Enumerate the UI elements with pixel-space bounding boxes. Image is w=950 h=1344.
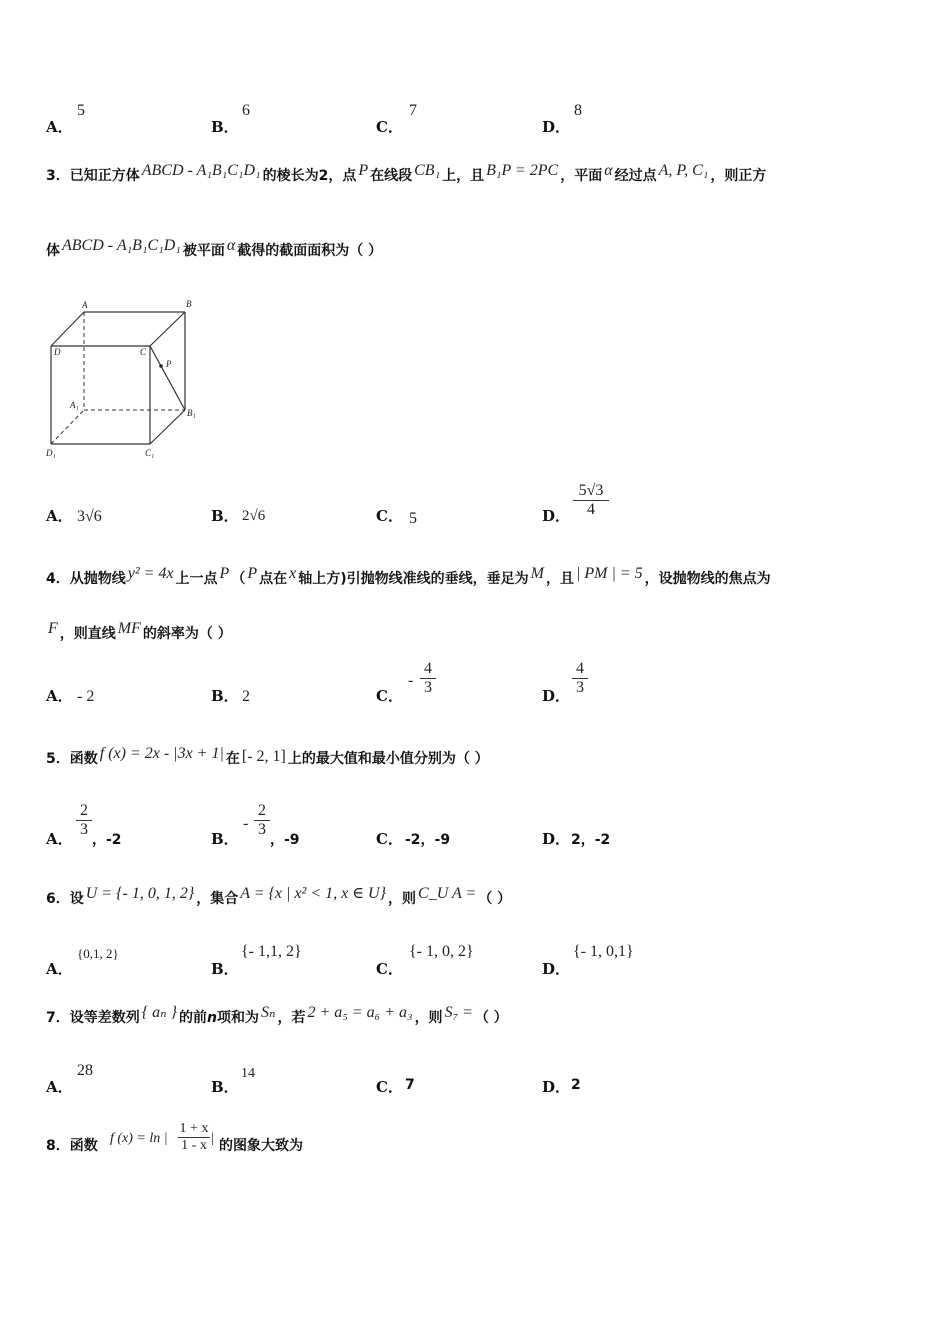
q4-option-d-numerator: 4	[576, 660, 584, 677]
q6-option-a-value: {0,1, 2}	[77, 946, 119, 961]
q2-option-b-label: B．	[211, 118, 239, 136]
q2-option-c-value: 7	[409, 102, 417, 119]
label-c1: C₁	[145, 448, 155, 458]
q4-option-c-numerator: 4	[424, 660, 432, 677]
stem-text: 的前	[179, 1010, 208, 1026]
stem-math: CB₁	[414, 162, 441, 179]
cube-edge-cb	[150, 312, 185, 346]
stem-math: M	[530, 565, 544, 582]
q7-option-b-value: 14	[241, 1066, 255, 1081]
q8-prefix: 8．函数	[46, 1138, 98, 1154]
stem-text: ，若	[277, 1010, 306, 1026]
stem-math: MF	[117, 620, 141, 637]
stem-math: F	[48, 620, 58, 637]
q3-stem-line1	[46, 162, 767, 185]
q7-option-a-value: 28	[77, 1062, 93, 1079]
stem-text: （ ）	[478, 891, 512, 907]
q7-option-a-label: A．	[46, 1078, 73, 1096]
stem-math: α	[226, 237, 236, 254]
q6-option-d-label: D．	[542, 960, 571, 978]
q5-option-a-label: A．	[46, 830, 73, 848]
stem-text: 轴上方)引抛物线准线的垂线，垂足为	[298, 571, 529, 587]
label-p: P	[166, 359, 172, 369]
q3-option-d-fraction	[573, 482, 609, 519]
q5-option-b-numerator: 2	[258, 802, 266, 819]
q8-abs-bar: |	[211, 1131, 214, 1146]
q6-option-a-label: A．	[46, 960, 73, 978]
q5-stem-line1	[46, 745, 489, 768]
q7-option-d-value: 2	[571, 1077, 581, 1093]
q5-option-b-fraction	[254, 802, 270, 839]
q3-option-d-numerator: 5√3	[578, 482, 604, 499]
stem-text: 项和为	[217, 1010, 259, 1026]
q5-option-d-label: D．	[542, 830, 571, 848]
stem-text: 5．函数	[46, 751, 98, 767]
segment-cb1	[150, 346, 185, 410]
cube-edge-c1b1	[150, 410, 185, 444]
label-a1: A₁	[70, 400, 79, 410]
stem-math: [- 2, 1]	[241, 748, 286, 765]
stem-math: P	[247, 565, 258, 582]
q5-option-b-label: B．	[211, 830, 239, 848]
q8-denominator: 1 - x	[178, 1137, 210, 1154]
stem-text: 在线段	[370, 168, 413, 184]
q7-stem-line1	[46, 1004, 508, 1027]
stem-text: 体	[46, 243, 60, 259]
q4-option-c-denominator: 3	[420, 678, 436, 697]
q3-option-c-label: C．	[376, 507, 403, 525]
q4-stem-line1	[46, 565, 771, 588]
stem-text: ，则	[414, 1010, 443, 1026]
label-b1: B₁	[187, 408, 196, 418]
stem-math: 2 + a₅ = a₆ + a₃	[307, 1004, 413, 1021]
stem-text: （ ）	[474, 1010, 508, 1026]
q3-stem-line2	[46, 237, 383, 260]
q4-stem-line2	[46, 620, 232, 643]
stem-text: 4．从抛物线	[46, 571, 126, 587]
q3-option-a-label: A．	[46, 507, 73, 525]
stem-math: S₇ =	[444, 1004, 473, 1021]
q6-option-b-value: {- 1,1, 2}	[241, 943, 302, 960]
q3-option-a-value: 3√6	[77, 508, 102, 525]
q5-option-a-fraction	[76, 802, 92, 839]
q2-option-a-label: A．	[46, 118, 73, 136]
stem-math: A = {x | x² < 1, x ∈ U}	[240, 885, 387, 902]
label-d1: D₁	[46, 448, 56, 458]
stem-text: ，设抛物线的焦点为	[644, 571, 771, 587]
q3-option-b-value: 2√6	[242, 508, 266, 524]
stem-text: 7．设等差数列	[46, 1010, 140, 1026]
q2-option-c-label: C．	[376, 118, 403, 136]
cube-hidden-edge-d1a1	[51, 410, 84, 444]
q8-function-lhs: f (x) = ln |	[110, 1131, 168, 1146]
q4-option-d-label: D．	[542, 687, 571, 705]
q6-option-c-label: C．	[376, 960, 403, 978]
stem-math: Sₙ	[261, 1004, 276, 1021]
stem-math: α	[604, 162, 613, 179]
q5-option-a-rest: ，-2	[92, 832, 122, 848]
stem-text: 点在	[259, 571, 288, 587]
q4-option-a-label: A．	[46, 687, 73, 705]
q6-option-c-value: {- 1, 0, 2}	[409, 943, 474, 960]
point-p	[159, 364, 163, 368]
q8-fraction	[178, 1121, 210, 1154]
stem-math: U = {- 1, 0, 1, 2}	[85, 885, 195, 902]
q4-option-b-label: B．	[211, 687, 239, 705]
stem-math: { aₙ }	[141, 1004, 178, 1021]
stem-text: 上一点	[175, 571, 218, 587]
q8-suffix: 的图象大致为	[219, 1138, 303, 1154]
stem-math: ABCD - A₁B₁C₁D₁	[141, 162, 261, 179]
q4-option-d-denominator: 3	[572, 678, 588, 697]
q5-option-a-denominator: 3	[76, 820, 92, 839]
q5-option-a-numerator: 2	[80, 802, 88, 819]
q5-option-c-label: C．	[376, 830, 403, 848]
q4-option-c-sign: -	[408, 672, 414, 689]
stem-text: ，则	[388, 891, 417, 907]
q4-option-a-value: - 2	[77, 688, 95, 705]
q5-option-b-denominator: 3	[254, 820, 270, 839]
stem-text: 的斜率为（ ）	[142, 626, 232, 642]
stem-text: 3．已知正方体	[46, 168, 140, 184]
stem-text: 6．设	[46, 891, 84, 907]
stem-text: 在	[225, 751, 240, 767]
q7-option-c-value: 7	[405, 1077, 415, 1093]
q7-option-c-label: C．	[376, 1078, 403, 1096]
stem-math: A, P, C₁	[658, 162, 709, 179]
stem-math: C_U A =	[418, 885, 477, 902]
stem-text: （	[231, 571, 246, 587]
stem-text: 上的最大值和最小值分别为（ ）	[287, 751, 489, 767]
q2-option-a-value: 5	[77, 102, 85, 119]
stem-math: P	[219, 565, 230, 582]
q6-option-b-label: B．	[211, 960, 239, 978]
q6-option-d-value: {- 1, 0,1}	[573, 943, 634, 960]
stem-math: P	[358, 162, 369, 179]
q3-option-b-label: B．	[211, 507, 239, 525]
stem-math: y² = 4x	[127, 565, 174, 582]
q4-option-d-fraction	[572, 660, 588, 697]
q3-option-c-value: 5	[409, 510, 417, 527]
label-d: D	[54, 347, 61, 357]
stem-text: 经过点	[614, 168, 657, 184]
stem-text: 截得的截面面积为（ ）	[237, 243, 383, 259]
stem-math: B₁P = 2PC	[486, 162, 559, 179]
q8-numerator: 1 + x	[179, 1121, 209, 1136]
label-c: C	[140, 347, 147, 357]
stem-text: ，且	[545, 571, 574, 587]
stem-math: f (x) = 2x - |3x + 1|	[99, 745, 224, 762]
stem-math: x	[289, 565, 297, 582]
q3-option-d-label: D．	[542, 507, 571, 525]
q4-option-c-label: C．	[376, 687, 403, 705]
q3-option-d-denominator: 4	[573, 500, 609, 519]
q2-option-b-value: 6	[242, 102, 250, 119]
stem-text: 上，且	[442, 168, 485, 184]
cube-edge-da	[51, 312, 84, 346]
q7-option-b-label: B．	[211, 1078, 239, 1096]
label-b: B	[186, 299, 192, 309]
stem-text: 被平面	[182, 243, 225, 259]
q2-option-d-label: D．	[542, 118, 571, 136]
stem-text: ，集合	[196, 891, 239, 907]
q7-option-d-label: D．	[542, 1078, 571, 1096]
q5-option-c-value: -2，-9	[405, 832, 451, 848]
stem-text: ，平面	[560, 168, 603, 184]
stem-text: 的棱长为2，点	[262, 168, 357, 184]
q5-option-b-sign: -	[243, 815, 249, 832]
stem-math: | PM | = 5	[575, 565, 643, 582]
label-a: A	[82, 300, 88, 310]
q4-option-b-value: 2	[242, 688, 250, 705]
q5-option-b-rest: ，-9	[270, 832, 300, 848]
q6-stem-line1	[46, 885, 512, 908]
stem-text: ，则正方	[710, 168, 767, 184]
q5-option-d-value: 2，-2	[571, 832, 611, 848]
q4-option-c-fraction	[420, 660, 436, 697]
q2-option-d-value: 8	[574, 102, 582, 119]
q3-cube-figure	[40, 293, 210, 463]
stem-text: ，则直线	[59, 626, 116, 642]
stem-math: ABCD - A₁B₁C₁D₁	[62, 237, 181, 254]
stem-text: n	[207, 1010, 217, 1026]
